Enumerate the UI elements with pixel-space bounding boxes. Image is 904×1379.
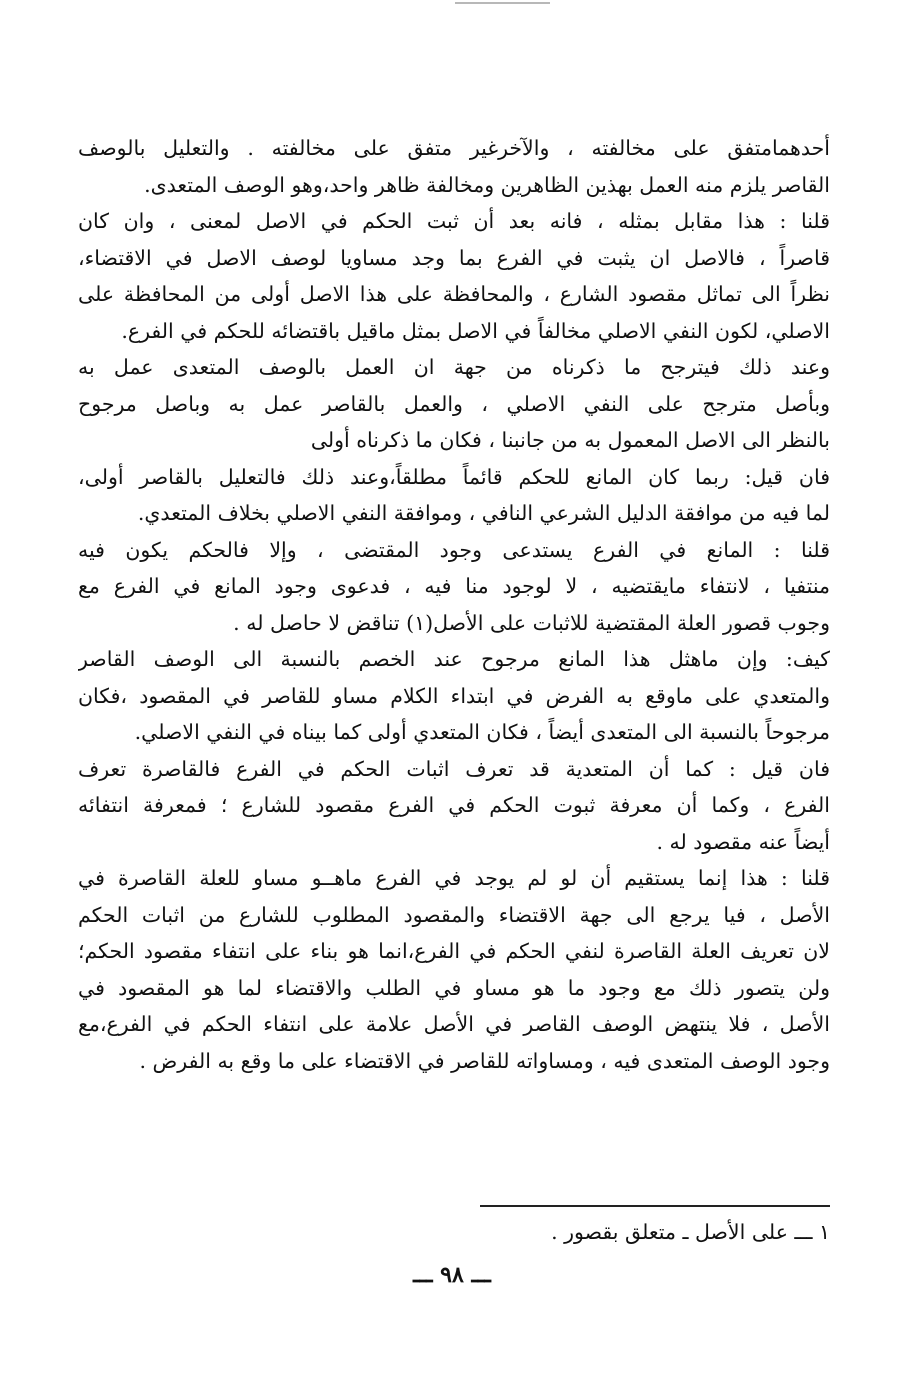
text-line: فان قيل : كما أن المتعدية قد تعرف اثبات الحكم في الفرع فالقاصرة تعرف	[78, 756, 830, 781]
text-line: كيف: وإن ماهثل هذا المانع مرجوح عند الخصم بالنسبة الى الوصف القاصر	[78, 647, 830, 671]
text-line: أيضاً عنه مقصود له .	[656, 829, 830, 854]
text-line: القاصر يلزم منه العمل بهذين الظاهرين ومخالفة ظاهر واحد،وهو الوصف المتعدى.	[144, 172, 830, 197]
text-line: الاصلي، لكون النفي الاصلي مخالفاً في الاصل بمثل ماقيل باقتضائه للحكم في الفرع.	[121, 318, 830, 343]
text-line: وعند ذلك فيترجح ما ذكرناه من جهة ان العمل بالوصف المتعدى عمل به	[78, 355, 830, 379]
text-line: قاصراً ، فالاصل ان يثبت في الفرع بما وجد مساويا لوصف الاصل في الاقتضاء،	[78, 245, 830, 270]
text-line: فان قيل: ربما كان المانع للحكم قائماً مطلقاً،وعند ذلك فالتعليل بالقاصر أولى،	[78, 464, 830, 489]
text-line: لما فيه من موافقة الدليل الشرعي النافي ، وموافقة النفي الاصلي بخلاف المتعدي.	[137, 501, 830, 525]
text-line: وجود الوصف المتعدى فيه ، ومساواته للقاصر في الاقتضاء على ما وقع به الفرض .	[139, 1048, 830, 1073]
text-line: قلنا : هذا مقابل بمثله ، فانه بعد أن ثبت الحكم في الاصل لمعنى ، وان كان	[78, 209, 830, 233]
text-line: الأصل ، فيا يرجع الى جهة الاقتضاء والمقصود المطلوب للشارع من اثبات الحكم	[78, 902, 830, 927]
page-body	[78, 130, 830, 1079]
text-line: وبأصل مترجح على النفي الاصلي ، والعمل بالقاصر عمل به وباصل مرجوح	[78, 391, 830, 416]
text-line: الفرع ، وكما أن معرفة ثبوت الحكم في الفرع مقصود للشارع ؛ فمعرفة انتفائه	[78, 793, 830, 817]
text-line: نظراً الى تماثل مقصود الشارع ، والمحافظة على هذا الاصل أولى من المحافظة على	[78, 282, 830, 306]
text-line: أحدهمامتفق على مخالفته ، والآخرغير متفق على مخالفته . والتعليل بالوصف	[78, 136, 830, 160]
text-line: مرجوحاً بالنسبة الى المتعدى أيضاً ، فكان المتعدي أولى كما بيناه في النفي الاصلي.	[134, 720, 830, 744]
footnote: ١ ـــ على الأصل ـ متعلق بقصور .	[551, 1220, 830, 1244]
text-line: والمتعدي على ماوقع به الفرض في ابتداء الكلام مساو للقاصر في المقصود ،فكان	[78, 683, 830, 708]
text-line: لان تعريف العلة القاصرة لنفي الحكم في الفرع،انما هو بناء على انتفاء مقصود الحكم؛	[78, 939, 830, 963]
text-line: ولن يتصور ذلك مع وجود ما هو مساو في الطلب والاقتضاء لما هو المقصود في	[78, 975, 830, 1000]
text-line: بالنظر الى الاصل المعمول به من جانبنا ، فكان ما ذكرناه أولى	[310, 428, 830, 452]
footnote-separator	[480, 1205, 830, 1207]
text-line: الأصل ، فلا ينتهض الوصف القاصر في الأصل علامة على انتفاء الحكم في الفرع،مع	[78, 1012, 830, 1036]
text-line: قلنا : هذا إنما يستقيم أن لو لم يوجد في الفرع ماهــو مساو للعلة القاصرة في	[78, 866, 830, 890]
text-line: منتفيا ، لانتفاء مايقتضيه ، لا لوجود منا فيه ، فدعوى وجود المانع في الفرع مع	[78, 574, 830, 598]
text-line: وجوب قصور العلة المقتضية للاثبات على الأصل(١) تناقض لا حاصل له .	[233, 610, 830, 635]
page-number: ـــ ٩٨ ـــ	[413, 1262, 491, 1288]
top-rule	[455, 2, 550, 4]
text-line: قلنا : المانع في الفرع يستدعى وجود المقتضى ، وإلا فالحكم يكون فيه	[78, 537, 830, 562]
